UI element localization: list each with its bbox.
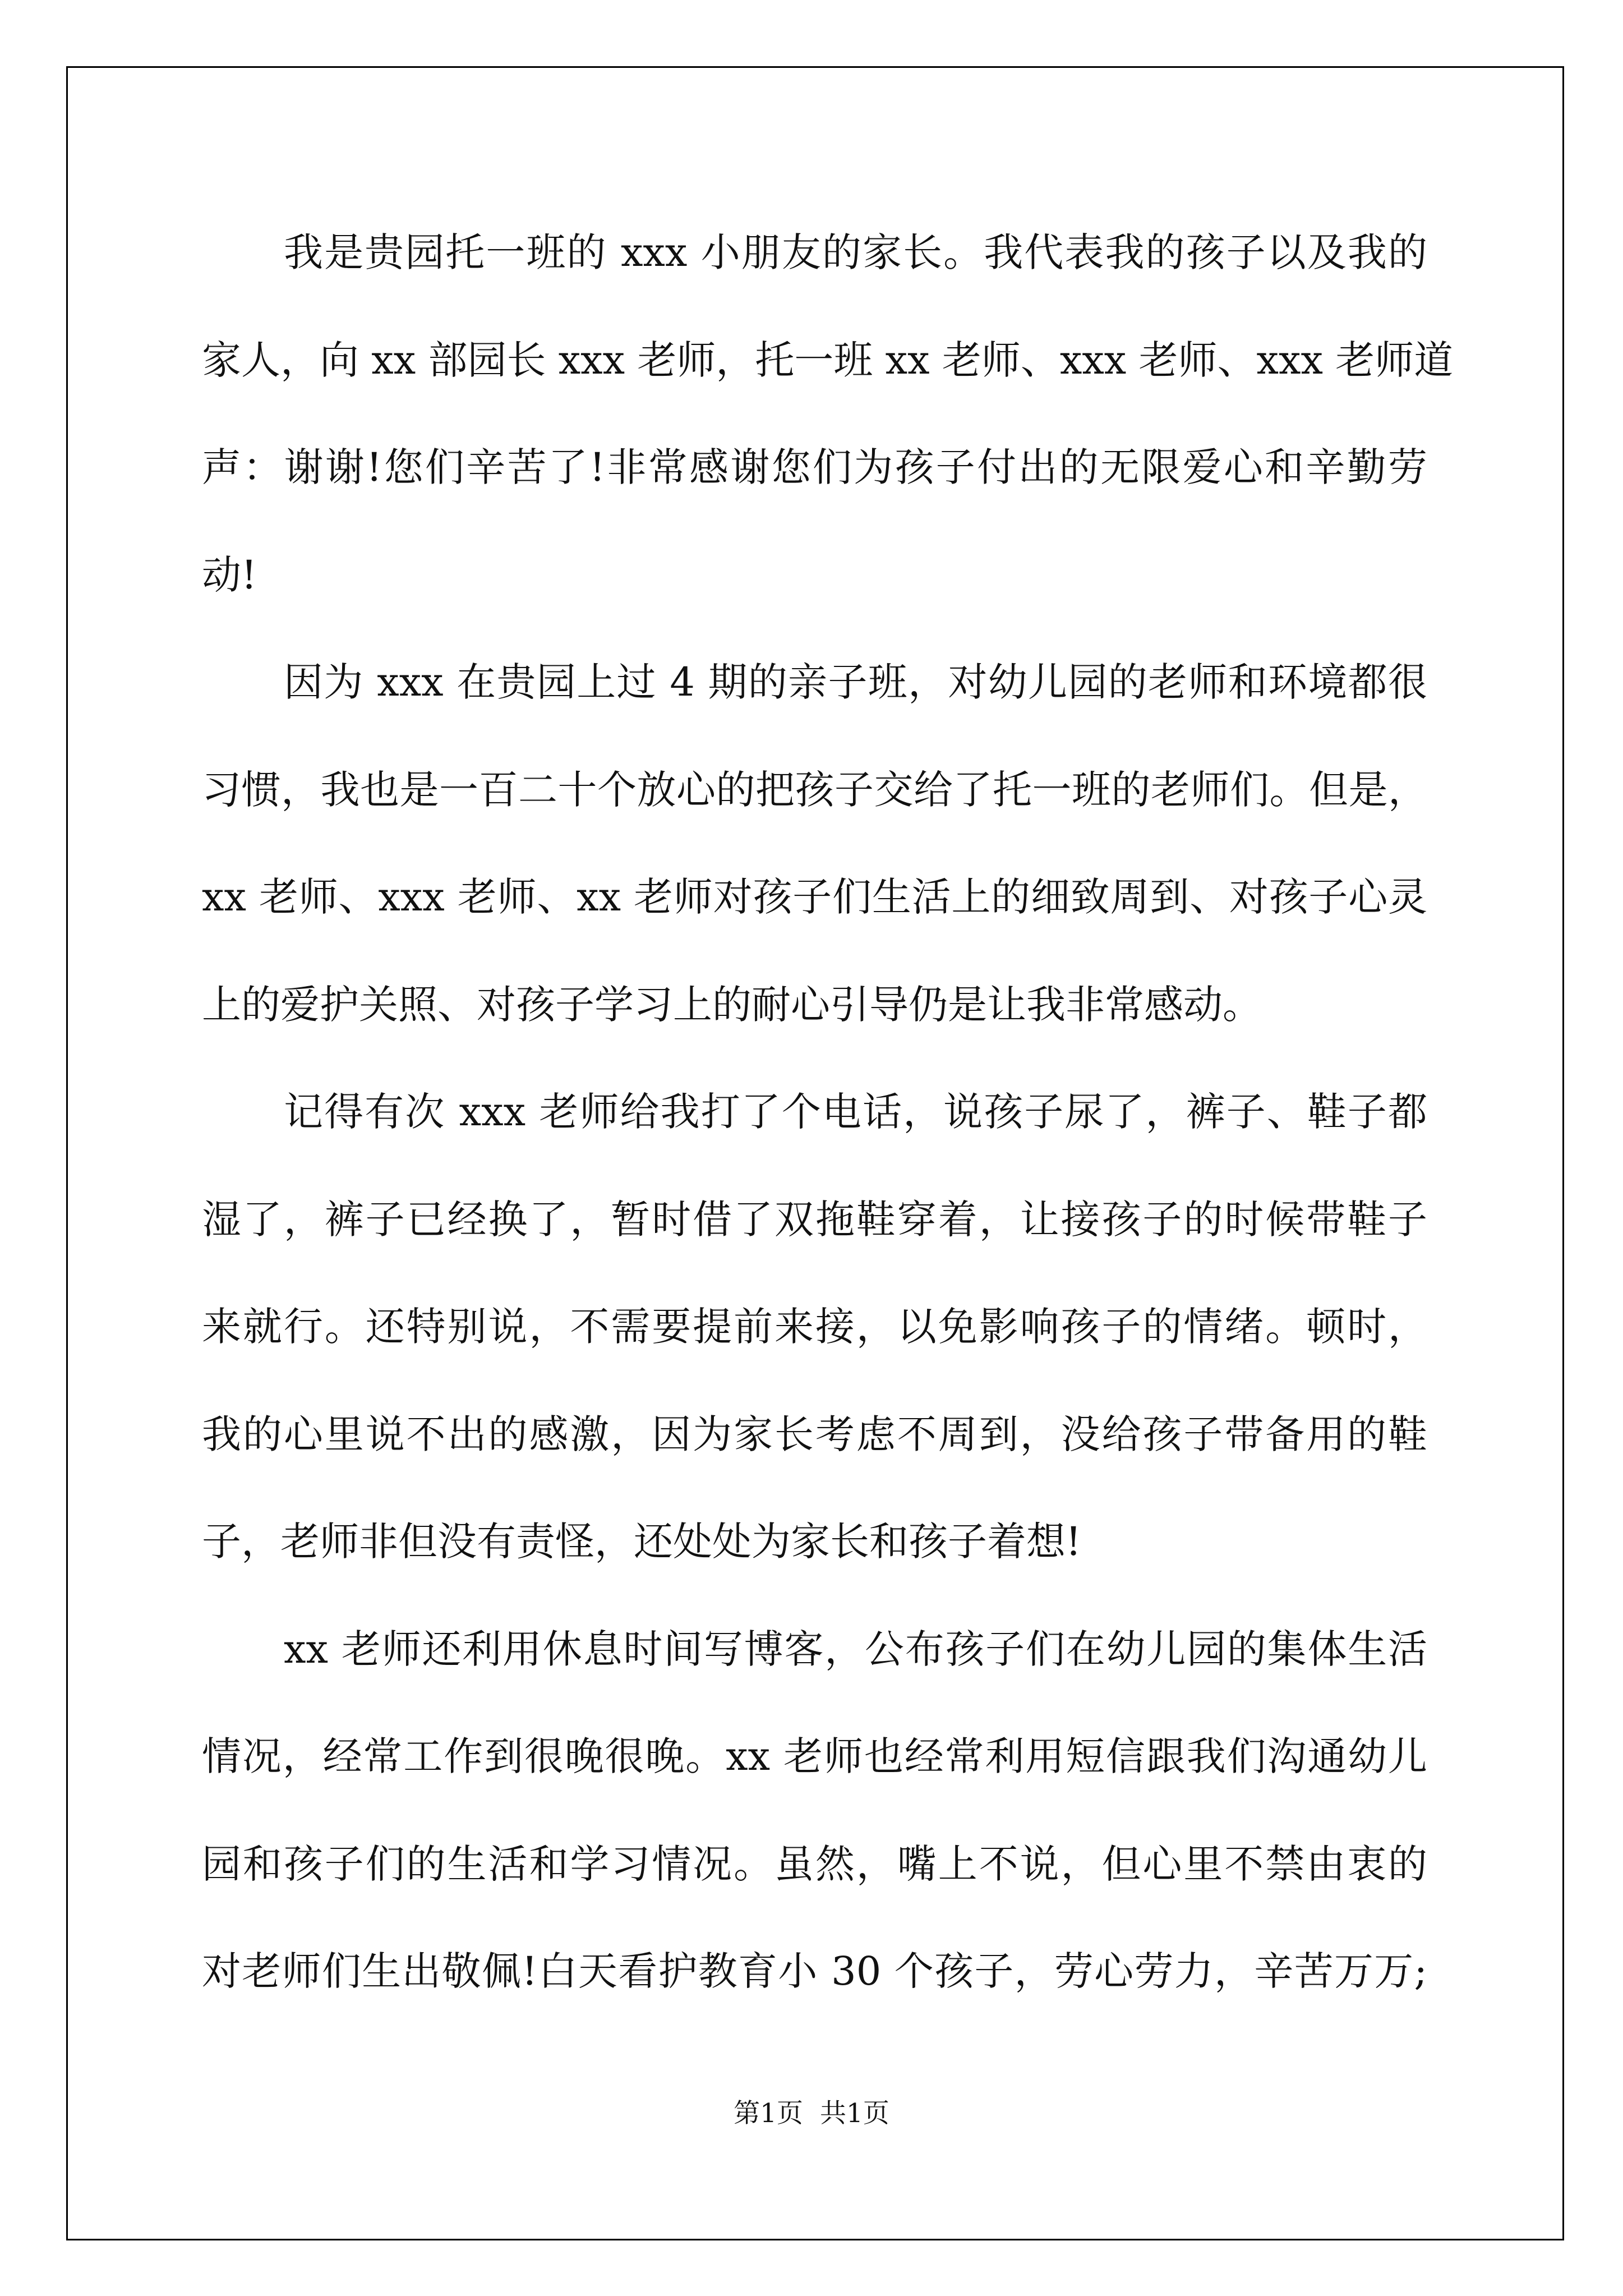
page-number-footer: 第1页 共1页 [734,2098,889,2129]
paragraph-line: 因为 xxx 在贵园上过 4 期的亲子班，对幼儿园的老师和环境都很 [284,659,1427,705]
paragraph-line: 对老师们生出敬佩!白天看护教育小 30 个孩子，劳心劳力，辛苦万万; [202,1948,1427,1994]
document-body [202,199,1454,2026]
paragraph-line: 情况，经常工作到很晚很晚。xx 老师也经常利用短信跟我们沟通幼儿 [202,1733,1427,1779]
paragraph-line: xx 老师、xxx 老师、xx 老师对孩子们生活上的细致周到、对孩子心灵 [202,874,1427,920]
paragraph-line: 子，老师非但没有责怪，还处处为家长和孩子着想! [202,1519,1082,1565]
paragraph-line: 声：谢谢!您们辛苦了!非常感谢您们为孩子付出的无限爱心和辛勤劳 [202,444,1427,490]
paragraph-line: 动! [202,551,257,598]
paragraph-line: 习惯，我也是一百二十个放心的把孩子交给了托一班的老师们。但是， [202,766,1427,813]
paragraph-line: 湿了，裤子已经换了，暂时借了双拖鞋穿着，让接孩子的时候带鞋子 [202,1196,1427,1243]
paragraph-2 [202,629,1427,1059]
paragraph-line: 来就行。还特别说，不需要提前来接，以免影响孩子的情绪。顿时， [202,1304,1427,1350]
paragraph-line: 上的爱护关照、对孩子学习上的耐心引导仍是让我非常感动。 [202,981,1262,1028]
paragraph-line: 我是贵园托一班的 xxx 小朋友的家长。我代表我的孩子以及我的 [284,229,1427,275]
paragraph-line: 园和孩子们的生活和学习情况。虽然，嘴上不说，但心里不禁由衷的 [202,1841,1427,1887]
paragraph-line: 我的心里说不出的感激，因为家长考虑不周到，没给孩子带备用的鞋 [202,1411,1427,1457]
paragraph-4 [202,1596,1427,2026]
paragraph-line: 家人，向 xx 部园长 xxx 老师，托一班 xx 老师、xxx 老师、xxx 老师道 [202,337,1454,383]
paragraph-1 [202,199,1454,629]
paragraph-3 [202,1059,1427,1596]
paragraph-line: xx 老师还利用休息时间写博客，公布孩子们在幼儿园的集体生活 [284,1626,1427,1672]
paragraph-line: 记得有次 xxx 老师给我打了个电话，说孩子尿了，裤子、鞋子都 [284,1089,1427,1135]
